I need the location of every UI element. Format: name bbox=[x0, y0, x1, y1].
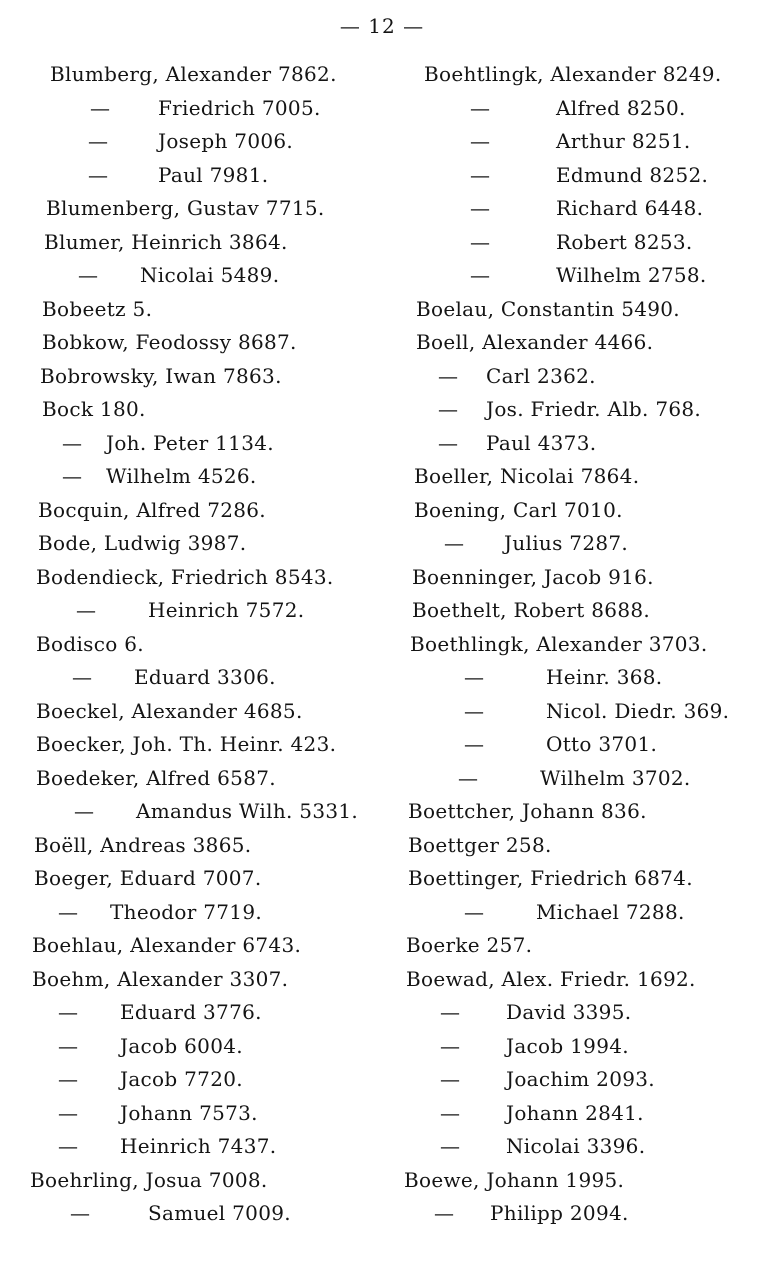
ditto-dash: — bbox=[470, 263, 491, 287]
entry-text: Nicol. Diedr. 369. bbox=[546, 698, 730, 723]
ditto-dash: — bbox=[58, 1000, 79, 1024]
entry-text: Paul 7981. bbox=[158, 162, 269, 187]
entry-text: Joh. Peter 1134. bbox=[106, 430, 274, 455]
ditto-dash: — bbox=[438, 430, 459, 455]
ditto-dash: — bbox=[88, 129, 109, 153]
index-entry bbox=[404, 326, 754, 360]
entry-text: Jos. Friedr. Alb. 768. bbox=[486, 397, 702, 421]
index-subentry bbox=[28, 460, 388, 494]
index-entry bbox=[28, 360, 388, 394]
entry-text: Boeckel, Alexander 4685. bbox=[36, 698, 303, 723]
entry-text: Blumberg, Alexander 7862. bbox=[50, 62, 337, 86]
entry-text: Boedeker, Alfred 6587. bbox=[36, 765, 276, 790]
ditto-dash: — bbox=[464, 732, 485, 756]
index-entry bbox=[28, 762, 388, 796]
index-subentry bbox=[404, 192, 754, 226]
entry-text: Boehrling, Josua 7008. bbox=[30, 1167, 268, 1192]
left-column bbox=[28, 58, 388, 1231]
entry-text: Heinrich 7437. bbox=[120, 1134, 277, 1158]
index-subentry bbox=[28, 1197, 388, 1231]
entry-text: Boethelt, Robert 8688. bbox=[412, 598, 651, 622]
index-subentry bbox=[28, 427, 388, 461]
entry-text: Boewe, Johann 1995. bbox=[404, 1167, 625, 1192]
entry-text: Boening, Carl 7010. bbox=[414, 497, 623, 522]
entry-text: Amandus Wilh. 5331. bbox=[136, 799, 359, 823]
ditto-dash: — bbox=[470, 129, 491, 153]
index-entry bbox=[404, 1164, 754, 1198]
ditto-dash: — bbox=[470, 229, 491, 254]
entry-text: Boeller, Nicolai 7864. bbox=[414, 464, 640, 488]
index-entry bbox=[28, 58, 388, 92]
index-entry bbox=[28, 728, 388, 762]
index-subentry bbox=[28, 996, 388, 1030]
ditto-dash: — bbox=[58, 1134, 79, 1158]
index-entry bbox=[28, 561, 388, 595]
entry-text: Boenninger, Jacob 916. bbox=[412, 564, 654, 589]
entry-text: Boettinger, Friedrich 6874. bbox=[408, 866, 693, 890]
ditto-dash: — bbox=[438, 397, 459, 421]
index-subentry bbox=[28, 125, 388, 159]
entry-text: Julius 7287. bbox=[504, 531, 629, 555]
entry-text: Samuel 7009. bbox=[148, 1201, 291, 1225]
index-subentry bbox=[404, 1097, 754, 1131]
entry-text: Boelau, Constantin 5490. bbox=[416, 296, 680, 321]
index-subentry bbox=[28, 92, 388, 126]
entry-text: Johann 2841. bbox=[506, 1100, 644, 1125]
entry-text: Blumenberg, Gustav 7715. bbox=[46, 196, 325, 220]
index-subentry bbox=[404, 996, 754, 1030]
entry-text: Bobrowsky, Iwan 7863. bbox=[40, 363, 282, 388]
index-subentry bbox=[404, 226, 754, 260]
index-subentry bbox=[28, 1097, 388, 1131]
entry-text: Eduard 3306. bbox=[134, 665, 276, 689]
entry-text: Boerke 257. bbox=[406, 933, 533, 957]
index-subentry bbox=[404, 1130, 754, 1164]
index-subentry bbox=[28, 1063, 388, 1097]
index-subentry bbox=[28, 259, 388, 293]
entry-text: Boell, Alexander 4466. bbox=[416, 330, 654, 354]
index-entry bbox=[404, 963, 754, 997]
index-entry bbox=[28, 393, 388, 427]
ditto-dash: — bbox=[470, 196, 491, 220]
ditto-dash: — bbox=[470, 95, 491, 120]
ditto-dash: — bbox=[58, 899, 79, 924]
ditto-dash: — bbox=[434, 1201, 455, 1225]
entry-text: Bocquin, Alfred 7286. bbox=[38, 497, 266, 522]
ditto-dash: — bbox=[440, 1067, 461, 1091]
entry-text: Jacob 1994. bbox=[506, 1033, 629, 1058]
index-subentry bbox=[404, 125, 754, 159]
index-subentry bbox=[404, 427, 754, 461]
entry-text: Theodor 7719. bbox=[110, 899, 263, 924]
index-entry bbox=[28, 829, 388, 863]
entry-text: Friedrich 7005. bbox=[158, 95, 321, 120]
ditto-dash: — bbox=[440, 1100, 461, 1125]
index-subentry bbox=[404, 695, 754, 729]
entry-text: Alfred 8250. bbox=[556, 95, 686, 120]
entry-text: Johann 7573. bbox=[120, 1100, 258, 1125]
index-subentry bbox=[404, 92, 754, 126]
entry-text: Bode, Ludwig 3987. bbox=[38, 531, 247, 555]
ditto-dash: — bbox=[470, 162, 491, 187]
entry-text: Robert 8253. bbox=[556, 229, 693, 254]
entry-text: Bodendieck, Friedrich 8543. bbox=[36, 564, 334, 589]
index-entry bbox=[404, 795, 754, 829]
index-entry bbox=[404, 58, 754, 92]
index-entry bbox=[404, 460, 754, 494]
ditto-dash: — bbox=[58, 1033, 79, 1058]
entry-text: Bock 180. bbox=[42, 397, 146, 421]
entry-text: Carl 2362. bbox=[486, 363, 596, 388]
ditto-dash: — bbox=[58, 1067, 79, 1091]
index-entry bbox=[28, 494, 388, 528]
ditto-dash: — bbox=[444, 531, 465, 555]
ditto-dash: — bbox=[72, 665, 93, 689]
page-number: — 12 — bbox=[339, 14, 425, 38]
index-subentry bbox=[404, 661, 754, 695]
index-subentry bbox=[28, 896, 388, 930]
index-entry bbox=[28, 862, 388, 896]
entry-text: Edmund 8252. bbox=[556, 162, 709, 187]
ditto-dash: — bbox=[440, 1033, 461, 1058]
entry-text: Boettcher, Johann 836. bbox=[408, 799, 647, 823]
index-subentry bbox=[28, 594, 388, 628]
index-subentry bbox=[28, 159, 388, 193]
index-subentry bbox=[404, 728, 754, 762]
index-entry bbox=[404, 293, 754, 327]
index-entry bbox=[28, 293, 388, 327]
ditto-dash: — bbox=[58, 1100, 79, 1125]
entry-text: Boehlau, Alexander 6743. bbox=[32, 933, 302, 957]
ditto-dash: — bbox=[74, 799, 95, 823]
index-entry bbox=[28, 963, 388, 997]
entry-text: Bodisco 6. bbox=[36, 631, 144, 656]
index-entry bbox=[28, 527, 388, 561]
ditto-dash: — bbox=[76, 598, 97, 622]
index-entry bbox=[28, 192, 388, 226]
ditto-dash: — bbox=[440, 1134, 461, 1158]
index-subentry bbox=[28, 795, 388, 829]
entry-text: Wilhelm 2758. bbox=[556, 263, 707, 287]
index-entry bbox=[28, 929, 388, 963]
entry-text: Joseph 7006. bbox=[158, 129, 294, 153]
entry-text: Nicolai 3396. bbox=[506, 1134, 646, 1158]
ditto-dash: — bbox=[62, 464, 83, 488]
index-subentry bbox=[404, 159, 754, 193]
index-entry bbox=[404, 628, 754, 662]
index-subentry bbox=[404, 527, 754, 561]
entry-text: Arthur 8251. bbox=[556, 129, 691, 153]
entry-text: Michael 7288. bbox=[536, 899, 685, 924]
index-entry bbox=[28, 326, 388, 360]
index-entry bbox=[28, 628, 388, 662]
entry-text: Otto 3701. bbox=[546, 732, 658, 756]
index-subentry bbox=[404, 1030, 754, 1064]
entry-text: Boecker, Joh. Th. Heinr. 423. bbox=[36, 732, 337, 756]
ditto-dash: — bbox=[440, 1000, 461, 1024]
index-subentry bbox=[28, 661, 388, 695]
entry-text: Philipp 2094. bbox=[490, 1201, 629, 1225]
entry-text: Boehm, Alexander 3307. bbox=[32, 966, 289, 991]
entry-text: Wilhelm 4526. bbox=[106, 464, 257, 488]
entry-text: Bobeetz 5. bbox=[42, 296, 153, 321]
ditto-dash: — bbox=[88, 162, 109, 187]
entry-text: Jacob 7720. bbox=[120, 1067, 243, 1091]
entry-text: Heinr. 368. bbox=[546, 665, 663, 689]
entry-text: Jacob 6004. bbox=[120, 1033, 243, 1058]
index-entry bbox=[404, 862, 754, 896]
index-subentry bbox=[404, 259, 754, 293]
entry-text: Blumer, Heinrich 3864. bbox=[44, 229, 288, 254]
index-subentry bbox=[28, 1030, 388, 1064]
index-subentry bbox=[404, 762, 754, 796]
ditto-dash: — bbox=[464, 665, 485, 689]
index-subentry bbox=[404, 360, 754, 394]
index-entry bbox=[404, 561, 754, 595]
ditto-dash: — bbox=[78, 263, 99, 287]
entry-text: Boeger, Eduard 7007. bbox=[34, 866, 262, 890]
entry-text: Joachim 2093. bbox=[506, 1067, 655, 1091]
entry-text: Paul 4373. bbox=[486, 430, 597, 455]
entry-text: David 3395. bbox=[506, 1000, 632, 1024]
entry-text: Wilhelm 3702. bbox=[540, 765, 691, 790]
index-entry bbox=[28, 1164, 388, 1198]
index-subentry bbox=[404, 1197, 754, 1231]
entry-text: Heinrich 7572. bbox=[148, 598, 305, 622]
index-entry bbox=[404, 494, 754, 528]
entry-text: Nicolai 5489. bbox=[140, 263, 280, 287]
ditto-dash: — bbox=[464, 698, 485, 723]
index-subentry bbox=[404, 1063, 754, 1097]
entry-text: Bobkow, Feodossy 8687. bbox=[42, 330, 297, 354]
index-subentry bbox=[28, 1130, 388, 1164]
ditto-dash: — bbox=[62, 430, 83, 455]
index-entry bbox=[404, 929, 754, 963]
entry-text: Boehtlingk, Alexander 8249. bbox=[424, 62, 722, 86]
entry-text: Richard 6448. bbox=[556, 196, 704, 220]
ditto-dash: — bbox=[458, 765, 479, 790]
entry-text: Boettger 258. bbox=[408, 832, 552, 857]
index-entry bbox=[404, 829, 754, 863]
right-column bbox=[404, 58, 754, 1231]
entry-text: Boëll, Andreas 3865. bbox=[34, 832, 252, 857]
ditto-dash: — bbox=[464, 899, 485, 924]
index-entry bbox=[404, 594, 754, 628]
ditto-dash: — bbox=[70, 1201, 91, 1225]
entry-text: Boethlingk, Alexander 3703. bbox=[410, 631, 708, 656]
index-subentry bbox=[404, 393, 754, 427]
index-entry bbox=[28, 226, 388, 260]
entry-text: Eduard 3776. bbox=[120, 1000, 262, 1024]
ditto-dash: — bbox=[438, 363, 459, 388]
index-entry bbox=[28, 695, 388, 729]
ditto-dash: — bbox=[90, 95, 111, 120]
index-subentry bbox=[404, 896, 754, 930]
entry-text: Boewad, Alex. Friedr. 1692. bbox=[406, 966, 696, 991]
